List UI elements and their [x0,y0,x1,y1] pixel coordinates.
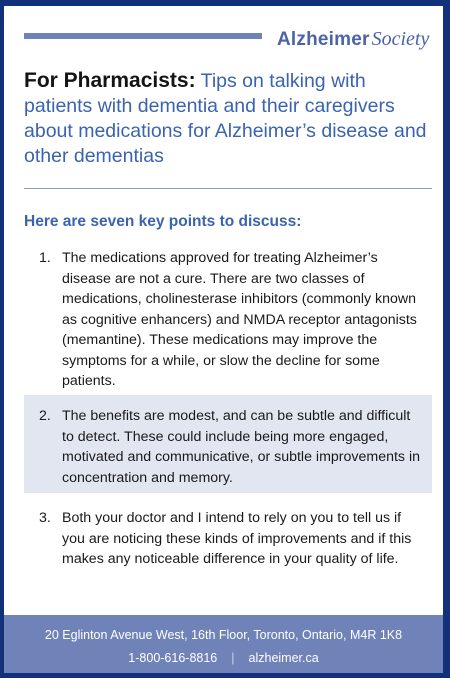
key-point-number: 3. [39,510,51,526]
title-lead: For Pharmacists: [24,69,196,92]
key-point-text: The medications approved for treating Alzheimer’s disease are not a cure. There are two classes of medications, cholinesterase inhibitors (commonly known as cognitive enhancers) and NMDA receptor antagonists (memantine). These medications may improve the symptoms for a while, or slow the decline for some patients. [62,250,417,389]
title-divider [24,188,432,189]
footer-contact [4,651,443,665]
footer-address: 20 Eglinton Avenue West, 16th Floor, Toronto, Ontario, M4R 1K8 [44,628,403,642]
footer-phone: 1-800-616-8816 [128,651,218,665]
key-point-1 [24,248,432,392]
key-point-number: 1. [39,250,51,266]
key-point-3 [24,508,432,570]
footer-website-link[interactable]: alzheimer.ca [248,651,319,665]
key-point-number: 2. [39,408,51,424]
page-title [24,68,434,169]
footer-band [4,615,443,678]
key-points-heading: Here are seven key points to discuss: [24,213,302,230]
footer-separator: | [231,651,235,665]
logo-word-society: Society [371,28,430,50]
header-accent-bar [24,33,262,39]
title-subtitle: Tips on talking with patients with dementia and their caregivers about medications for Alzheimer’s disease and other dementias [24,70,427,167]
key-point-text: Both your doctor and I intend to rely on you to tell us if you are noticing these kinds of improvements and if this makes any noticeable difference in your quality of life. [62,510,412,567]
key-point-text: The benefits are modest, and can be subtle and difficult to detect. These could include being more engaged, motivated and communicative, or subtle improvements in concentration and memory. [62,408,420,486]
logo-word-alzheimer: Alzheimer [277,29,370,50]
alzheimer-society-logo [277,28,429,51]
key-point-2 [24,395,432,493]
